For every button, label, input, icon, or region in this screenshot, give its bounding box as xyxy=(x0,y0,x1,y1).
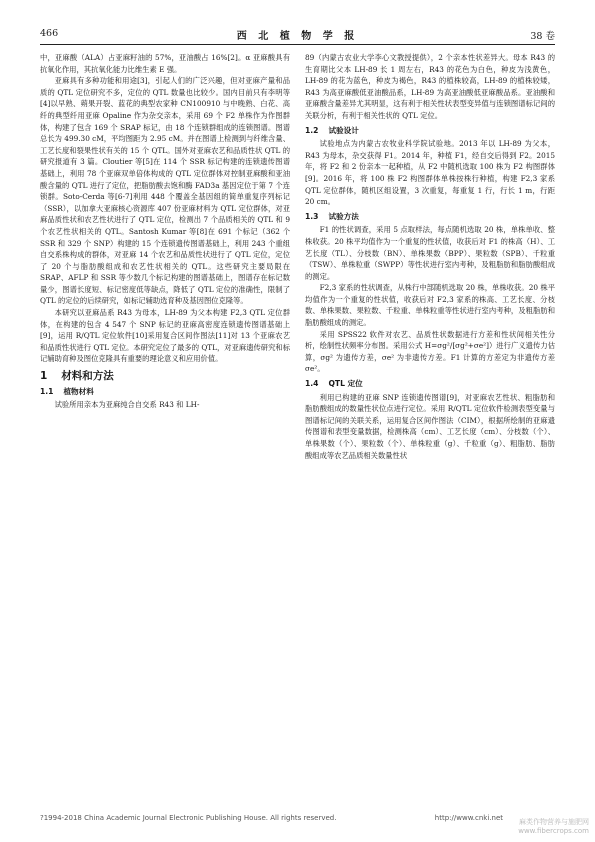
paragraph: 利用已构建的亚麻 SNP 连锁遗传图谱[9]，对亚麻农艺性状、粗脂肪和脂肪酸组成的数量性状位点进行定位。采用 R/QTL 定位软件检测表型变量与图谱标记间的关联关系，运用复合区间作图法（CIM），根据所绘制的亚麻遗传图谱和表型变量数据，检测株高（cm）、工艺长度（cm）、分枝数（个）、单株果数（个）、果粒数（个）、单株粒重（g）、千粒重（g）、粗脂肪、脂肪酸组成等农艺品质相关数量性状 xyxy=(305,392,555,460)
subsection-number: 1.4 xyxy=(305,379,319,389)
subsection-title: 试验方法 xyxy=(328,211,359,221)
volume-label: 38 卷 xyxy=(530,31,555,42)
page-number: 466 xyxy=(40,28,59,39)
watermark-url: www.fibercrops.com xyxy=(518,827,589,835)
subsection-title: QTL 定位 xyxy=(328,379,363,389)
paragraph: 中，亚麻酸（ALA）占亚麻籽油的 57%，亚油酸占 16%[2]。α 亚麻酸具有抗氧化作用，其抗氧化能力比维生素 E 强。 xyxy=(40,53,290,74)
paragraph: 89（内蒙古农业大学李心文教授提供），2 个亲本性状差异大。母本 R43 的生育期比父本 LH-89 长 1 周左右，R43 的花色为白色，种皮为浅黄色，LH-89 的花为蓝色，种皮为褐色，R43 的植株较高，LH-89 的植株较矮，R43 为高亚麻酸低亚油酸品系，LH-89 为高亚油酸低亚麻酸品系。亚油酸和亚麻酸含量差异尤其明显，这有利于相关性状表型变异值与连锁图谱标记间的关联分析，有利于相关性状的 QTL 定位。 xyxy=(305,53,555,120)
subsection-heading xyxy=(305,211,555,223)
subsection-title: 试验设计 xyxy=(328,125,359,135)
subsection-number: 1.2 xyxy=(305,125,319,135)
paragraph: 本研究以亚麻品系 R43 为母本，LH-89 为父本构建 F2,3 QTL 定位群体，在构建的包含 4 547 个 SNP 标记的亚麻高密度连锁遗传图谱基础上[9]，运用 R/QTL 定位软件[10]采用复合区间作图法[11]对 13 个亚麻农艺和品质性状进行 QTL 定位。本研究定位了最多的 QTL，对亚麻遗传研究和标记辅助育种及图位克隆具有重要的理论意义和应用价值。 xyxy=(40,308,290,364)
copyright-notice: ?1994-2018 China Academic Journal Electronic Publishing House. All rights reserved. xyxy=(40,814,337,822)
section-number: 1 xyxy=(40,370,48,383)
watermark xyxy=(518,818,589,836)
subsection-heading xyxy=(40,386,290,398)
section-title: 材料和方法 xyxy=(61,370,114,383)
running-header xyxy=(40,22,555,45)
paragraph: 试验所用亲本为亚麻纯合自交系 R43 和 LH- xyxy=(54,400,200,410)
page-footer xyxy=(40,814,583,826)
paragraph: 试验地点为内蒙古农牧业科学院试验地。2013 年以 LH-89 为父本，R43 为母本，杂交获得 F1。2014 年，种植 F1，经自交后得到 F2。2015 年，将 F2 和 2 份亲本一起种植，从 F2 中随机选取 100 株为 F2 构图群体[9]。2016 年，将 100 株 F2 构图群体单株按株行种植，构建 F2,3 家系 QTL 定位群体，随机区组设置，3 次重复，每重复 1 行，行长 1 m，行距 20 cm。 xyxy=(305,139,555,207)
subsection-title: 植物材料 xyxy=(63,386,94,396)
paragraph: 亚麻具有多种功能和用途[3]，引起人们的广泛兴趣，但对亚麻产量和品质的 QTL 定位研究不多，定位的 QTL 数量也比较少。国内目前只有李明等[4]以早熟、蒴果开裂、蓝花的典型农家种 CN100910 与中晚熟、白花、高纤的典型纤用亚麻 Opaline 作为杂交亲本，采用 69 个 F2 单株作为作图群体，构建了包含 169 个 SRAP 标记，由 18 个连锁群组成的连锁图谱。图谱总长为 499.30 cM，平均图距为 2.95 cM。并在图谱上检测到与纤维含量、工艺长度和裂果性状有关的 15 个 QTL。国外对亚麻农艺和品质性状 QTL 的研究报道有 3 篇。Cloutier 等[5]在 114 个 SSR 标记构建的连锁遗传图谱基础上，利用 78 个亚麻双单倍体构成的 QTL 定位群体对控制亚麻酸和亚油酸含量的 QTL 进行了定位，把脂肪酸去饱和酶 FAD3a 基因定位于第 7 个连锁群。Soto-Cerda 等[6-7]利用 448 个覆盖全基因组的简单重复序列标记（SSR），以加拿大亚麻核心资源库 407 份亚麻材料为 QTL 定位群体，对亚麻品质性状和农艺性状进行了 QTL 定位，检测出 7 个品质相关的 QTL 和 9 个农艺性状相关的 QTL。Santosh Kumar 等[8]在 691 个标记（362 个 SSR 和 329 个 SNP）构建的 15 个连锁遗传图谱基础上，利用 243 个重组自交系株构成的群体，对亚麻 14 个农艺和品质性状进行了 QTL 定位，定位了 20 个与脂肪酸组成和农艺性状相关的 QTL。这些研究主要局限在 SRAP、AFLP 和 SSR 等少数几个标记构建的图谱基础上，图谱存在标记数量少，图谱长度短、标记密度低等缺点，降低了 QTL 定位的准确性，限制了 QTL 的定位的后续研究，如标记辅助选育种及基因图位克隆等。 xyxy=(40,76,290,306)
subsection-heading xyxy=(305,378,555,390)
subsection-number: 1.1 xyxy=(40,386,54,396)
left-column xyxy=(40,52,290,411)
paragraph: 采用 SPSS22 软件对农艺、品质性状数据进行方差和性状间相关性分析，绘制性状频率分布图。采用公式 H=σg²/[σg²+σe²]）进行广义遗传力估算，σg² 为遗传方差，σe² 为非遗传方差。F1 计算的方差定为非遗传方差 σe²。 xyxy=(305,329,555,374)
section-heading xyxy=(40,371,290,383)
paragraph: F1 的性状调查，采用 5 点取样法，每点随机选取 20 株，单株单收、整株收获。20 株平均值作为一个重复的性状值，收获后对 F1 的株高（H）、工艺长度（TL）、分枝数（BN）、单株果数（BPP）、果粒数（SPB）、千粒重（TSW）、单株粒重（SWPP）等性状进行室内考种，及粗脂肪和脂肪酸组成的测定。 xyxy=(305,225,555,281)
journal-name: 西 北 植 物 学 报 xyxy=(236,31,359,42)
publisher-link[interactable]: http://www.cnki.net xyxy=(434,814,503,822)
subsection-number: 1.3 xyxy=(305,211,319,221)
watermark-title: 麻类作物营养与施肥网 xyxy=(519,818,589,826)
right-column xyxy=(305,52,555,461)
paragraph: F2,3 家系的性状调查，从株行中部随机选取 20 株，单株收获。20 株平均值作为一个重复的性状值，收获后对 F2,3 家系的株高、工艺长度、分枝数、单株果数、果粒数、千粒重、单株粒重等性状进行室内考种，及粗脂肪和脂肪酸组成的测定。 xyxy=(305,283,555,328)
subsection-heading xyxy=(305,125,555,137)
